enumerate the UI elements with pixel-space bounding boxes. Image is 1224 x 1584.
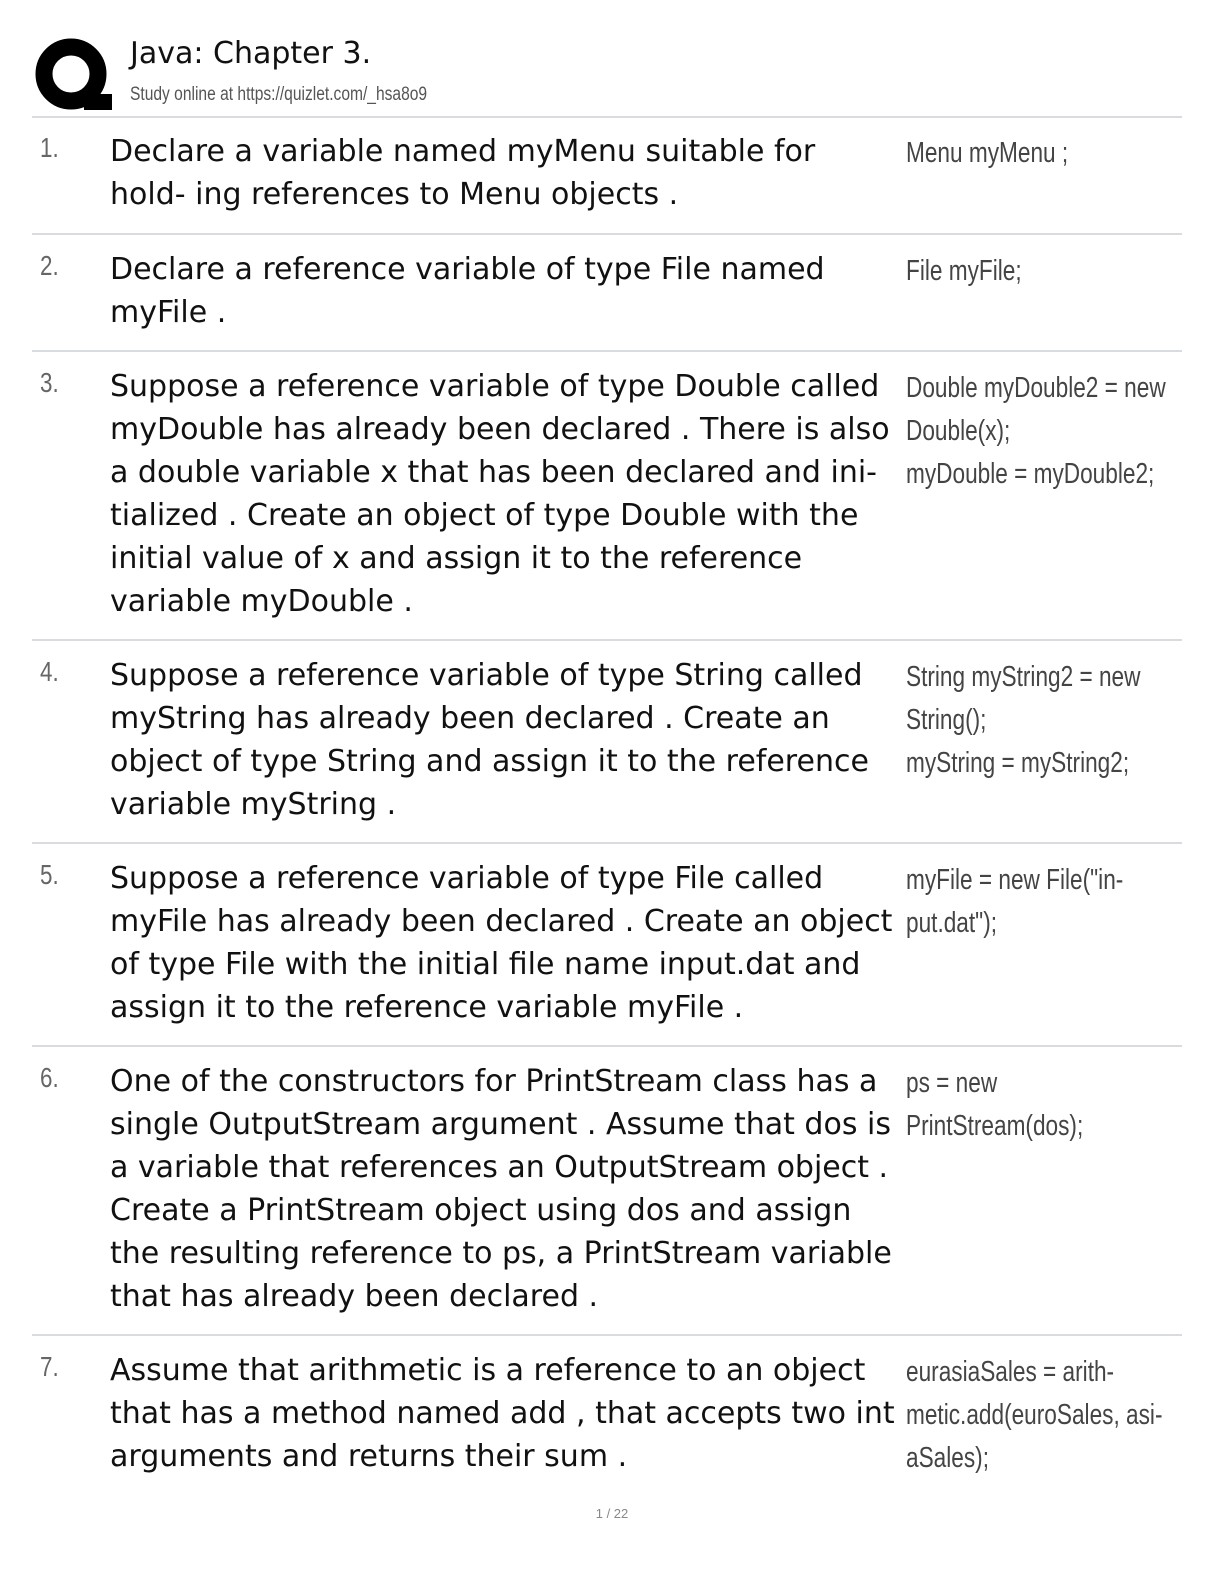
- quizlet-logo-icon: [34, 36, 112, 114]
- item-question: Assume that arithmetic is a reference to an object that has a method named add , that accepts two int arguments and returns their sum .: [110, 1353, 895, 1474]
- item-question: Suppose a reference variable of type File called myFile has already been declared . Create an object of type File with the initial file name input.dat and assign it to the reference variable myFile .: [110, 861, 893, 1025]
- item-number: 3.: [40, 367, 59, 398]
- item-number: 6.: [40, 1062, 59, 1093]
- item-number: 7.: [40, 1351, 59, 1382]
- divider: [32, 1045, 1182, 1047]
- item-question: Declare a variable named myMenu suitable for hold- ing references to Menu objects .: [110, 134, 816, 212]
- item-answer: eurasiaSales = arith- metic.add(euroSales, asi- aSales);: [906, 1356, 1163, 1474]
- page-title: Java: Chapter 3.: [130, 36, 372, 71]
- divider: [32, 350, 1182, 352]
- item-question: Declare a reference variable of type File named myFile .: [110, 252, 825, 330]
- item-answer: File myFile;: [906, 255, 1022, 287]
- divider: [32, 116, 1182, 118]
- item-question: Suppose a reference variable of type Double called myDouble has already been declared . There is also a double variable x that has been declared and ini- tialized . Create an object of type Double with the initial value of x and assign it to the reference variable myDouble .: [110, 369, 890, 619]
- divider: [32, 1334, 1182, 1336]
- item-number: 5.: [40, 859, 59, 890]
- item-question: Suppose a reference variable of type String called myString has already been declared . Create an object of type String and assign it to the reference variable myString .: [110, 658, 869, 822]
- divider: [32, 233, 1182, 235]
- page-header: [32, 30, 1182, 116]
- item-answer: Menu myMenu ;: [906, 137, 1069, 169]
- page-number: 1 / 22: [595, 1506, 629, 1521]
- item-number: 1.: [40, 132, 59, 163]
- divider: [32, 842, 1182, 844]
- item-answer: String myString2 = new String(); myString = myString2;: [906, 661, 1141, 779]
- item-answer: Double myDouble2 = new Double(x); myDouble = myDouble2;: [906, 372, 1166, 490]
- item-question: One of the constructors for PrintStream class has a single OutputStream argument . Assume that dos is a variable that references an OutputStream object . Create a PrintStream object using dos and assign the resulting reference to ps, a PrintStream variable that has already been declared .: [110, 1064, 892, 1314]
- item-answer: myFile = new File("in- put.dat");: [906, 864, 1124, 939]
- study-online-link[interactable]: Study online at https://quizlet.com/_hsa8o9: [130, 84, 428, 105]
- item-number: 4.: [40, 656, 59, 687]
- item-answer: ps = new PrintStream(dos);: [906, 1067, 1084, 1142]
- item-number: 2.: [40, 250, 59, 281]
- divider: [32, 639, 1182, 641]
